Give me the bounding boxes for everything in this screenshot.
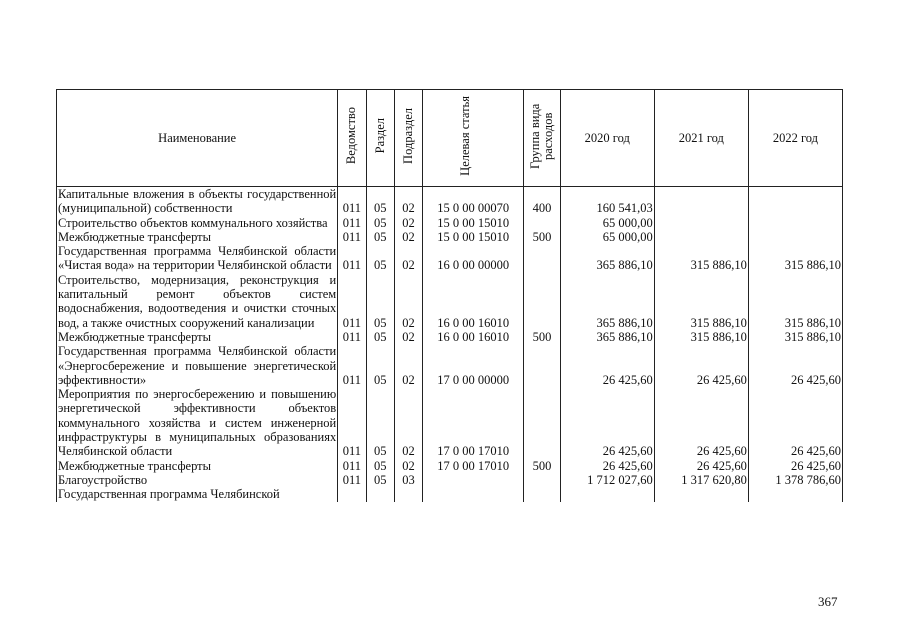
row-subsection: 02 — [394, 330, 422, 344]
row-section: 05 — [366, 187, 394, 216]
row-amount-2021: 1 317 620,80 — [654, 473, 748, 487]
row-amount-2020: 65 000,00 — [560, 230, 654, 244]
row-expense-group — [524, 487, 560, 501]
row-amount-2022: 315 886,10 — [748, 273, 842, 330]
row-name: Межбюджетные трансферты — [57, 459, 338, 473]
row-department: 011 — [338, 244, 366, 273]
row-expense-group — [524, 244, 560, 273]
row-name: Благоустройство — [57, 473, 338, 487]
header-row — [57, 90, 843, 187]
row-department: 011 — [338, 330, 366, 344]
row-department: 011 — [338, 344, 366, 387]
header-target-item: Целевая статья — [423, 90, 524, 187]
row-section: 05 — [366, 387, 394, 458]
table-row — [57, 473, 843, 487]
row-subsection: 02 — [394, 273, 422, 330]
row-target-item: 16 0 00 16010 — [423, 273, 524, 330]
row-name: Межбюджетные трансферты — [57, 230, 338, 244]
row-amount-2020: 26 425,60 — [560, 387, 654, 458]
row-amount-2022 — [748, 187, 842, 216]
row-amount-2020: 365 886,10 — [560, 244, 654, 273]
row-department: 011 — [338, 387, 366, 458]
row-expense-group: 500 — [524, 330, 560, 344]
row-subsection: 02 — [394, 230, 422, 244]
table-row — [57, 273, 843, 330]
row-amount-2022 — [748, 487, 842, 501]
row-name: Государственная программа Челябинской — [57, 487, 338, 501]
budget-table — [56, 89, 843, 502]
row-amount-2021: 315 886,10 — [654, 330, 748, 344]
row-amount-2021: 315 886,10 — [654, 244, 748, 273]
row-amount-2020 — [560, 487, 654, 501]
row-name: Государственная программа Челябинской области «Энергосбережение и повышение энергетической эффективности» — [58, 344, 337, 387]
header-name: Наименование — [57, 90, 338, 187]
row-amount-2021: 26 425,60 — [654, 344, 748, 387]
row-expense-group — [524, 344, 560, 387]
row-department: 011 — [338, 473, 366, 487]
row-section: 05 — [366, 244, 394, 273]
row-subsection: 02 — [394, 344, 422, 387]
table-row — [57, 187, 843, 216]
row-department: 011 — [338, 273, 366, 330]
row-amount-2020: 160 541,03 — [560, 187, 654, 216]
row-subsection: 02 — [394, 187, 422, 216]
row-amount-2022 — [748, 216, 842, 230]
row-amount-2020: 26 425,60 — [560, 459, 654, 473]
row-target-item: 17 0 00 00000 — [423, 344, 524, 387]
row-amount-2021 — [654, 487, 748, 501]
row-name: Строительство, модернизация, реконструкция и капитальный ремонт объектов систем водоснабжения, водоотведения и очистки сточных вод, а также очистных сооружений канализации — [58, 272, 337, 330]
row-department: 011 — [338, 459, 366, 473]
header-expense-group: Группа вида расходов — [524, 90, 560, 187]
table-row — [57, 230, 843, 244]
row-amount-2021 — [654, 187, 748, 216]
row-target-item: 16 0 00 16010 — [423, 330, 524, 344]
row-target-item: 15 0 00 00070 — [423, 187, 524, 216]
row-amount-2022: 315 886,10 — [748, 244, 842, 273]
row-subsection — [394, 487, 422, 501]
row-target-item: 16 0 00 00000 — [423, 244, 524, 273]
row-expense-group: 500 — [524, 230, 560, 244]
row-amount-2022: 26 425,60 — [748, 344, 842, 387]
row-target-item: 15 0 00 15010 — [423, 230, 524, 244]
row-amount-2021: 26 425,60 — [654, 387, 748, 458]
row-expense-group — [524, 273, 560, 330]
header-section: Раздел — [366, 90, 394, 187]
row-section — [366, 487, 394, 501]
row-section: 05 — [366, 459, 394, 473]
table-row — [57, 344, 843, 387]
row-amount-2021: 315 886,10 — [654, 273, 748, 330]
row-subsection: 02 — [394, 459, 422, 473]
row-amount-2020: 1 712 027,60 — [560, 473, 654, 487]
row-section: 05 — [366, 473, 394, 487]
row-expense-group — [524, 216, 560, 230]
row-expense-group — [524, 387, 560, 458]
row-name: Капитальные вложения в объекты государственной (муниципальной) собственности — [58, 187, 337, 216]
table-row — [57, 387, 843, 458]
header-2021: 2021 год — [654, 90, 748, 187]
table-row — [57, 487, 843, 501]
row-section: 05 — [366, 330, 394, 344]
row-target-item — [423, 487, 524, 501]
row-subsection: 02 — [394, 244, 422, 273]
row-target-item — [423, 473, 524, 487]
header-2022: 2022 год — [748, 90, 842, 187]
row-expense-group: 500 — [524, 459, 560, 473]
header-subsection: Подраздел — [394, 90, 422, 187]
page-number: 367 — [818, 594, 838, 609]
row-amount-2022: 1 378 786,60 — [748, 473, 842, 487]
table-row — [57, 244, 843, 273]
row-amount-2021 — [654, 216, 748, 230]
row-department: 011 — [338, 216, 366, 230]
table-row — [57, 459, 843, 473]
row-name: Мероприятия по энергосбережению и повышению энергетической эффективности объектов коммунального хозяйства и систем инженерной инфраструктуры в муниципальных образованиях Челябинской области — [58, 387, 337, 459]
header-department: Ведомство — [338, 90, 366, 187]
row-amount-2020: 365 886,10 — [560, 273, 654, 330]
row-subsection: 03 — [394, 473, 422, 487]
table-row — [57, 216, 843, 230]
row-subsection: 02 — [394, 216, 422, 230]
table-body — [57, 187, 843, 502]
row-subsection: 02 — [394, 387, 422, 458]
row-target-item: 17 0 00 17010 — [423, 387, 524, 458]
row-section: 05 — [366, 216, 394, 230]
row-target-item: 17 0 00 17010 — [423, 459, 524, 473]
row-amount-2022: 26 425,60 — [748, 387, 842, 458]
row-expense-group — [524, 473, 560, 487]
row-amount-2021 — [654, 230, 748, 244]
row-name: Строительство объектов коммунального хозяйства — [57, 216, 338, 230]
row-amount-2020: 365 886,10 — [560, 330, 654, 344]
row-target-item: 15 0 00 15010 — [423, 216, 524, 230]
row-department: 011 — [338, 230, 366, 244]
row-department — [338, 487, 366, 501]
row-amount-2020: 65 000,00 — [560, 216, 654, 230]
header-2020: 2020 год — [560, 90, 654, 187]
row-name: Межбюджетные трансферты — [57, 330, 338, 344]
row-section: 05 — [366, 273, 394, 330]
row-amount-2022 — [748, 230, 842, 244]
row-amount-2022: 26 425,60 — [748, 459, 842, 473]
row-name: Государственная программа Челябинской области «Чистая вода» на территории Челябинской области — [58, 244, 337, 273]
row-expense-group: 400 — [524, 187, 560, 216]
row-amount-2021: 26 425,60 — [654, 459, 748, 473]
row-section: 05 — [366, 344, 394, 387]
row-amount-2020: 26 425,60 — [560, 344, 654, 387]
row-section: 05 — [366, 230, 394, 244]
row-department: 011 — [338, 187, 366, 216]
row-amount-2022: 315 886,10 — [748, 330, 842, 344]
table-row — [57, 330, 843, 344]
